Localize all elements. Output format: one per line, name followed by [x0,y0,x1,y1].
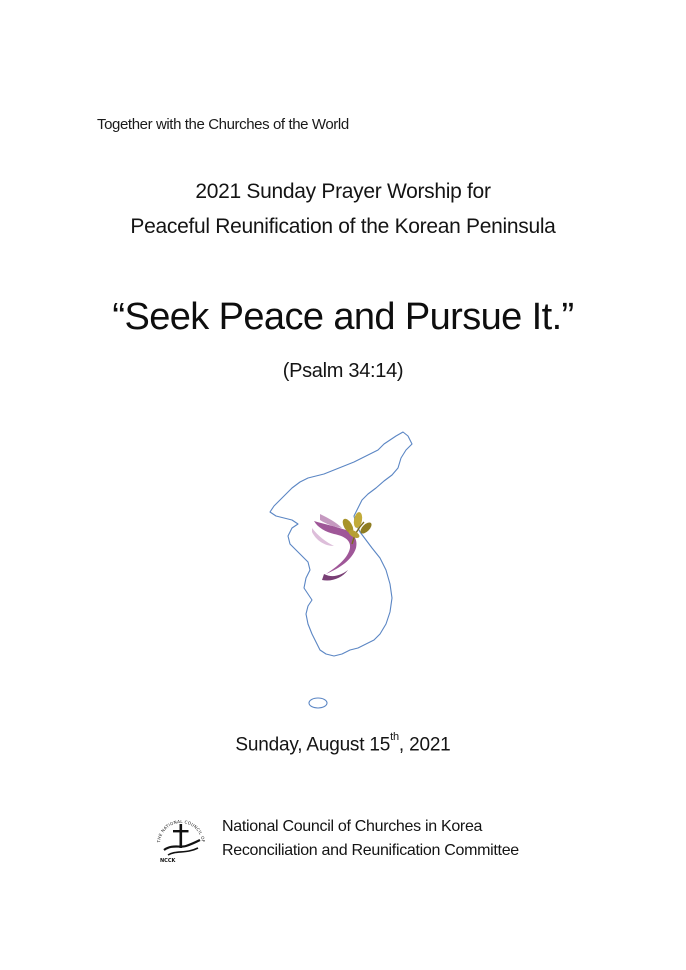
event-title-line-1: 2021 Sunday Prayer Worship for [195,180,491,203]
korean-peninsula-outline [270,432,412,656]
korea-map-dove-illustration [262,428,422,718]
organization-block [222,815,519,863]
kicker-text: Together with the Churches of the World [97,116,349,133]
date-ordinal: th [390,731,399,743]
worship-date [0,731,686,756]
date-prefix: Sunday, August 15 [235,734,391,756]
logo-ring-text: THE NATIONAL COUNCIL OF [156,818,206,843]
jeju-island-outline [309,698,327,708]
olive-branch-icon [341,511,374,544]
event-title [0,174,686,244]
date-suffix: , 2021 [398,734,451,756]
theme-quote: “Seek Peace and Pursue It.” [112,296,574,338]
svg-text:THE NATIONAL COUNCIL OF CHURCH [150,810,206,844]
committee-name: Reconciliation and Reunification Committee [222,842,519,859]
event-title-line-2: Peaceful Reunification of the Korean Peninsula [130,215,556,238]
scripture-reference: (Psalm 34:14) [282,360,404,382]
ncck-logo [150,810,212,866]
organization-name: National Council of Churches in Korea [222,818,483,835]
logo-abbrev: NCCK [160,858,176,864]
